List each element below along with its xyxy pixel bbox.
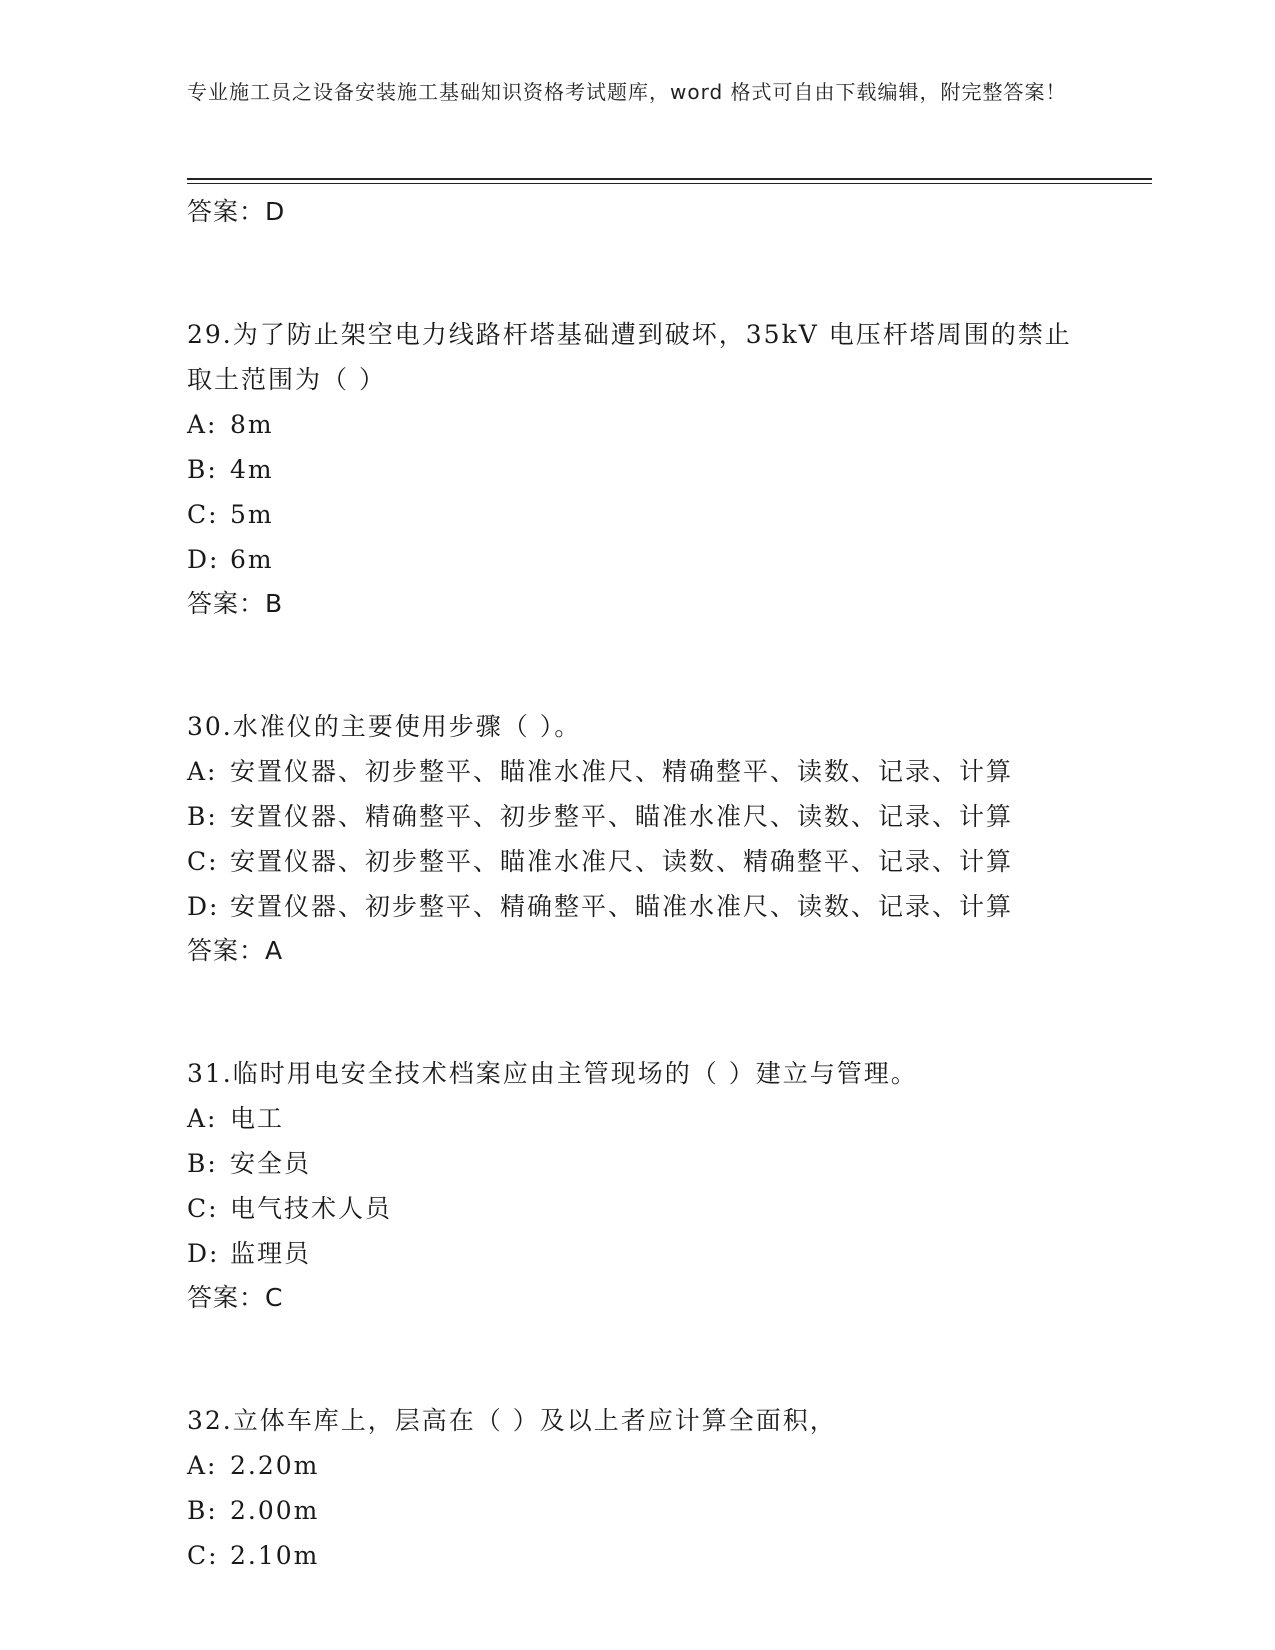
option-key: D: (187, 892, 220, 921)
question-text: 32.立体车库上，层高在（ ）及以上者应计算全面积， (187, 1406, 837, 1435)
option-a (187, 402, 1147, 447)
question-text: 31.临时用电安全技术档案应由主管现场的（ ）建立与管理。 (187, 1059, 918, 1088)
question-text: 30.水准仪的主要使用步骤（ ）。 (187, 712, 582, 741)
option-text: 4m (230, 455, 274, 484)
option-key: B: (187, 455, 218, 484)
option-key: C: (187, 1541, 219, 1570)
option-text: 安置仪器、初步整平、瞄准水准尺、精确整平、读数、记录、计算 (230, 757, 1014, 786)
spacer (187, 1318, 1147, 1398)
option-text: 2.20m (230, 1451, 320, 1480)
option-b (187, 794, 1147, 839)
option-key: B: (187, 1149, 218, 1178)
option-b (187, 1141, 1147, 1186)
option-key: C: (187, 847, 219, 876)
option-text: 电气技术人员 (230, 1194, 393, 1223)
option-b (187, 1488, 1147, 1533)
option-d (187, 884, 1147, 929)
option-c (187, 1533, 1147, 1578)
option-key: C: (187, 1194, 219, 1223)
answer-line: 答案：D (187, 197, 286, 226)
option-key: D: (187, 545, 220, 574)
option-a (187, 1096, 1147, 1141)
option-key: B: (187, 802, 218, 831)
option-text: 监理员 (230, 1239, 312, 1268)
option-a (187, 1443, 1147, 1488)
question-31 (187, 1051, 1147, 1318)
option-text: 安置仪器、精确整平、初步整平、瞄准水准尺、读数、记录、计算 (230, 802, 1014, 831)
option-key: A: (187, 1104, 218, 1133)
option-c (187, 1186, 1147, 1231)
question-29 (187, 312, 1147, 624)
option-key: A: (187, 757, 218, 786)
question-text: 29.为了防止架空电力线路杆塔基础遭到破坏，35kV 电压杆塔周围的禁止取土范围为（ ） (187, 320, 1072, 394)
question-30 (187, 704, 1147, 971)
option-c (187, 839, 1147, 884)
question-32 (187, 1398, 1147, 1578)
option-key: C: (187, 500, 219, 529)
option-text: 5m (230, 500, 274, 529)
option-d (187, 1231, 1147, 1276)
answer-line: 答案：A (187, 936, 284, 965)
answer-line: 答案：B (187, 589, 284, 618)
option-text: 2.10m (230, 1541, 320, 1570)
header-divider (187, 178, 1152, 184)
option-a (187, 749, 1147, 794)
document-header: 专业施工员之设备安装施工基础知识资格考试题库，word 格式可自由下载编辑，附完整答案！ (187, 80, 1067, 104)
option-text: 电工 (230, 1104, 285, 1133)
option-text: 2.00m (230, 1496, 320, 1525)
spacer (187, 971, 1147, 1051)
option-d (187, 537, 1147, 582)
answer-line: 答案：C (187, 1283, 284, 1312)
option-text: 安置仪器、初步整平、瞄准水准尺、读数、精确整平、记录、计算 (230, 847, 1014, 876)
option-key: D: (187, 1239, 220, 1268)
option-text: 6m (230, 545, 274, 574)
option-c (187, 492, 1147, 537)
option-key: A: (187, 1451, 218, 1480)
option-b (187, 447, 1147, 492)
option-text: 安全员 (230, 1149, 312, 1178)
document-body (187, 190, 1147, 1578)
option-key: B: (187, 1496, 218, 1525)
spacer (187, 624, 1147, 704)
option-text: 安置仪器、初步整平、精确整平、瞄准水准尺、读数、记录、计算 (230, 892, 1014, 921)
option-text: 8m (230, 410, 274, 439)
option-key: A: (187, 410, 218, 439)
spacer (187, 232, 1147, 312)
